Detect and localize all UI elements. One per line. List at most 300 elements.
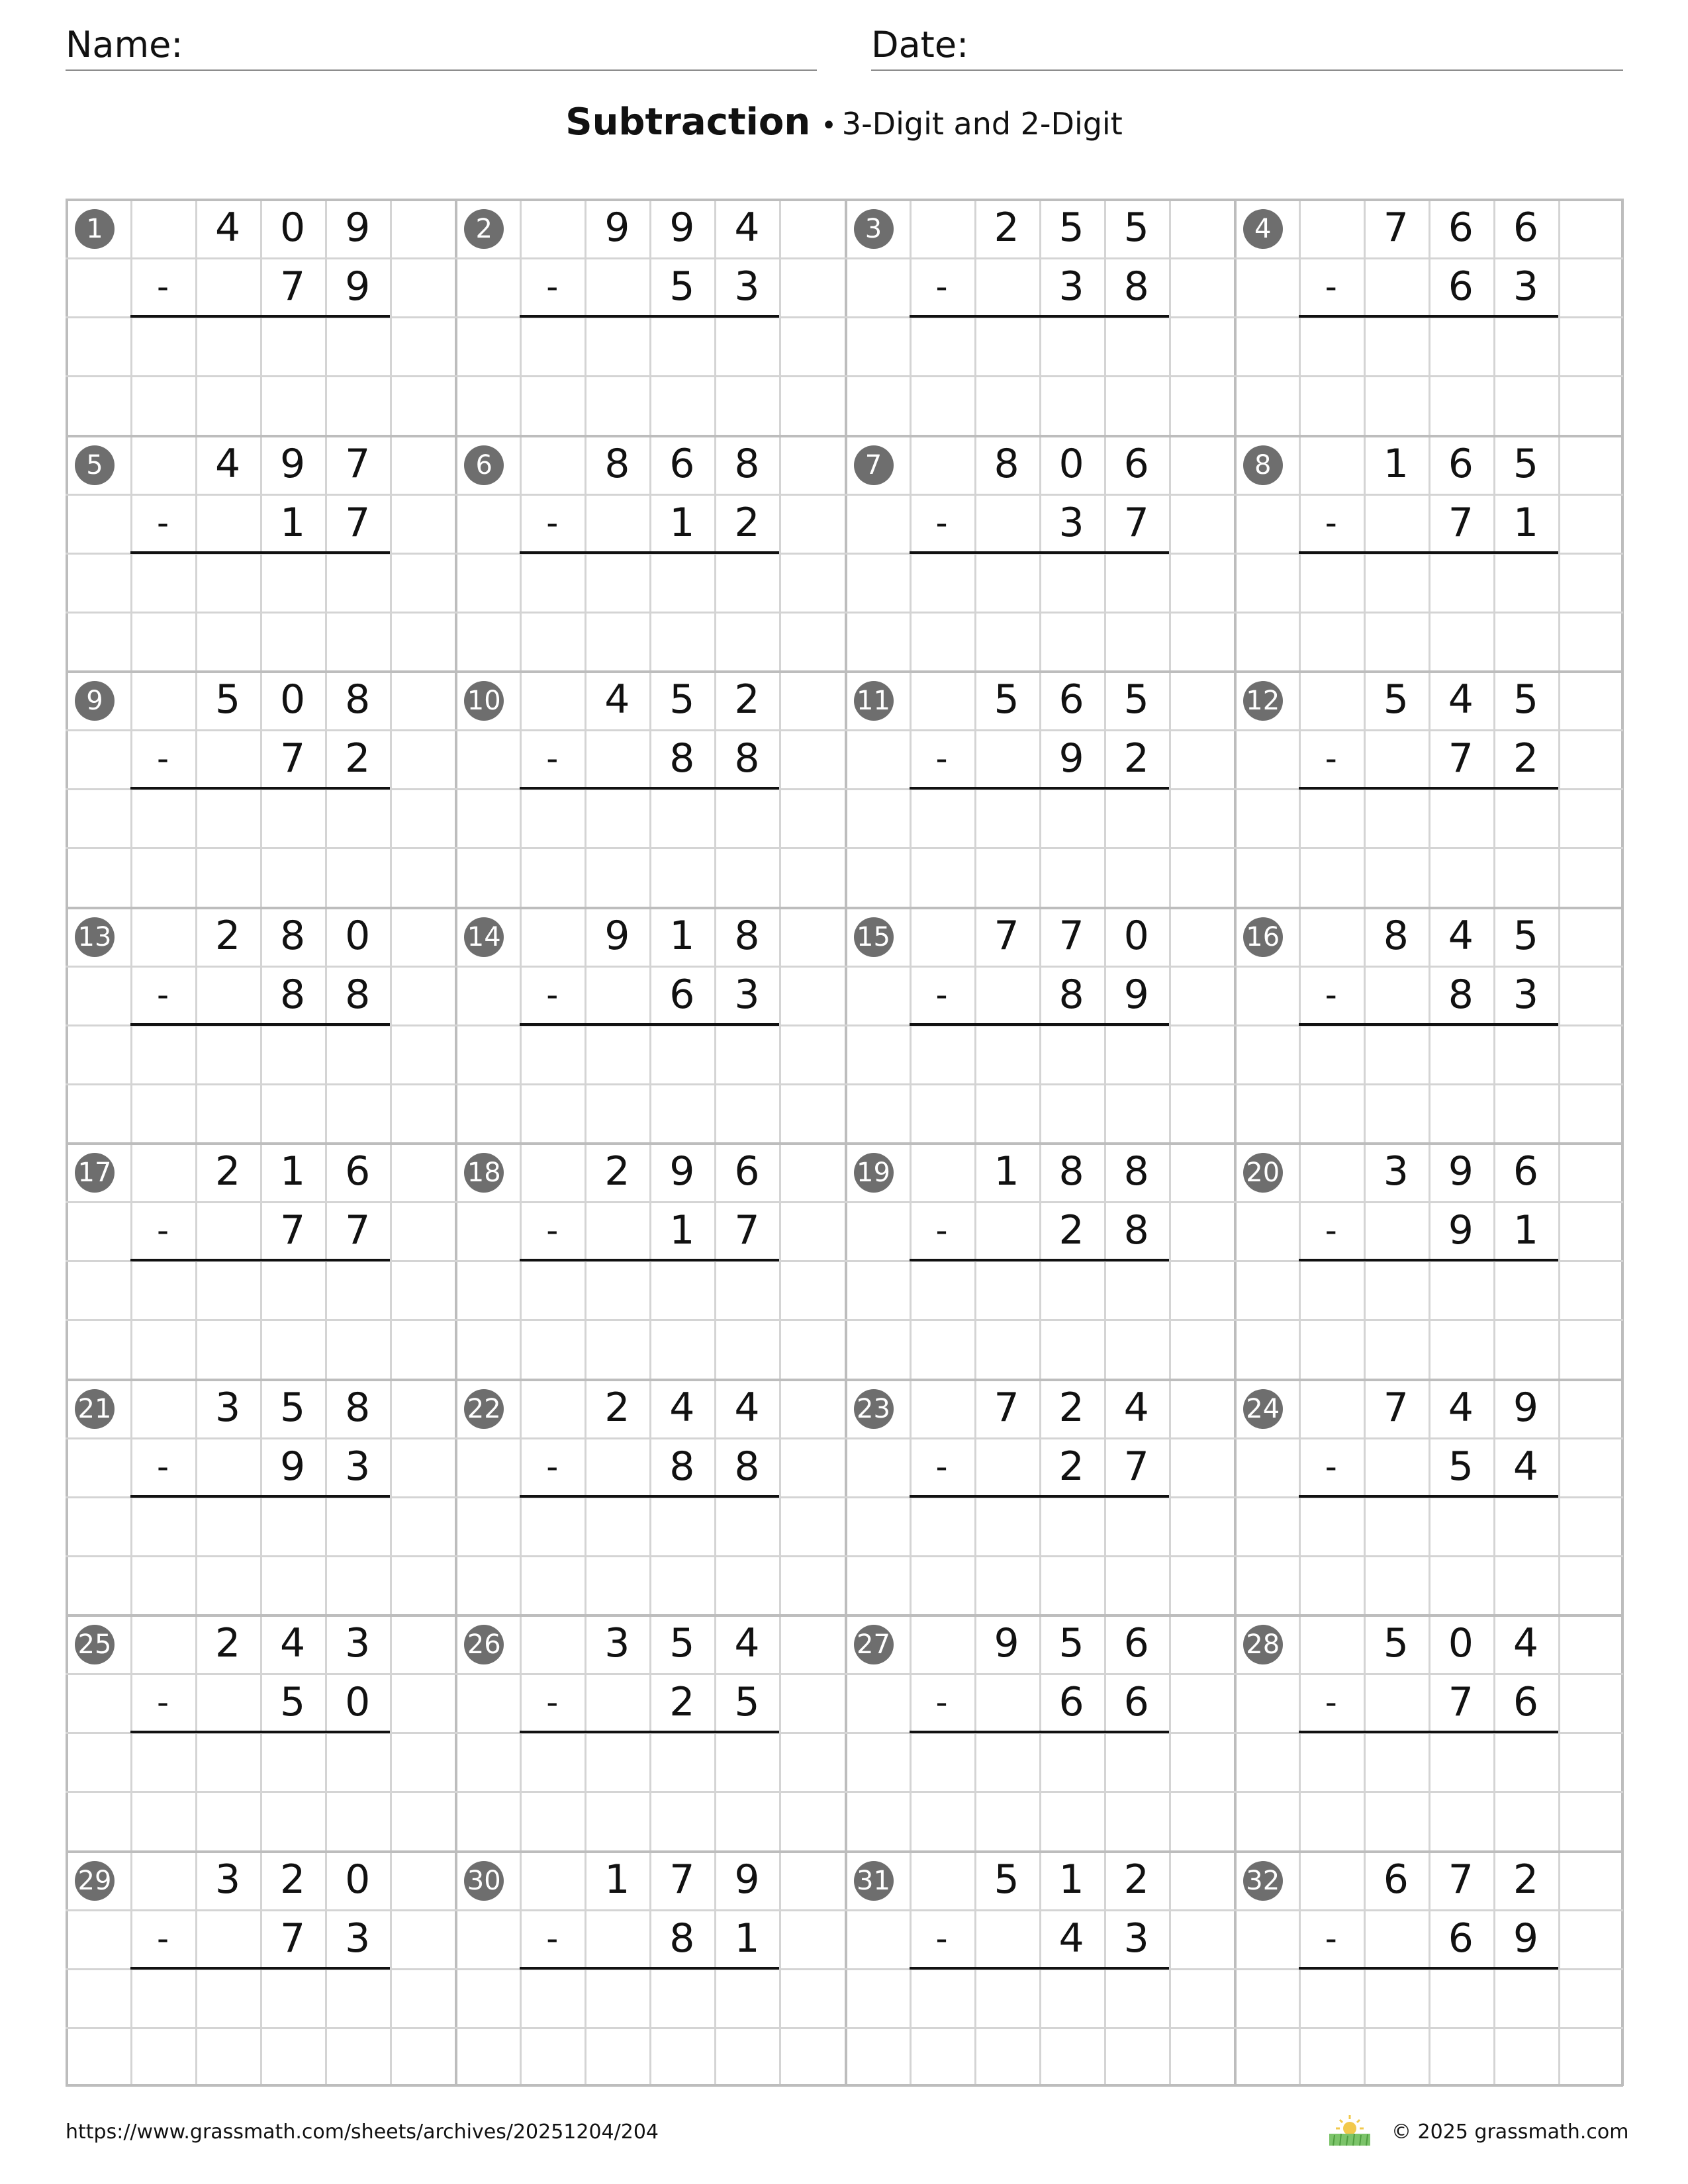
answer-line (520, 551, 779, 554)
problem-number-badge: 2 (464, 209, 504, 249)
answer-line (910, 1259, 1169, 1261)
minus-sign: - (1325, 1683, 1337, 1722)
minuend-digit: 9 (669, 205, 695, 251)
subtrahend-digit: 3 (1058, 263, 1084, 310)
minuend-digit: 4 (734, 1384, 760, 1431)
subtrahend-digit: 7 (1123, 499, 1149, 546)
minuend-digit: 6 (1448, 440, 1474, 487)
minuend-digit: 9 (994, 1620, 1019, 1666)
problem-30 (455, 1850, 844, 2086)
problem-number-badge: 11 (854, 681, 894, 721)
minuend-digit: 1 (1058, 1856, 1084, 1903)
minus-sign: - (935, 975, 948, 1014)
minus-sign: - (546, 975, 559, 1014)
subtrahend-digit: 3 (734, 263, 760, 310)
minuend-digit: 1 (604, 1856, 630, 1903)
subtrahend-digit: 3 (1058, 499, 1084, 546)
answer-line (910, 787, 1169, 790)
problem-15 (845, 907, 1234, 1142)
subtrahend-digit: 7 (1448, 1679, 1474, 1726)
subtrahend-digit: 1 (280, 499, 306, 546)
problem-31 (845, 1850, 1234, 2086)
minus-sign: - (1325, 1447, 1337, 1486)
problem-7 (845, 435, 1234, 670)
minuend-digit: 0 (345, 912, 371, 959)
problem-number-badge: 8 (1243, 445, 1283, 485)
minuend-digit: 3 (214, 1384, 241, 1431)
subtrahend-digit: 1 (1513, 1207, 1538, 1254)
problem-17 (66, 1142, 455, 1378)
problem-8 (1234, 435, 1623, 670)
subtrahend-digit: 9 (1448, 1207, 1474, 1254)
minuend-digit: 3 (604, 1620, 630, 1666)
minuend-digit: 6 (1513, 1148, 1538, 1195)
problem-21 (66, 1379, 455, 1614)
minuend-digit: 5 (994, 1856, 1019, 1903)
minus-sign: - (1325, 503, 1337, 542)
problem-number-badge: 13 (75, 917, 115, 957)
minuend-digit: 5 (1058, 205, 1084, 251)
problem-4 (1234, 199, 1623, 434)
answer-line (910, 551, 1169, 554)
subtrahend-digit: 6 (1513, 1679, 1538, 1726)
minus-sign: - (546, 739, 559, 778)
problem-24 (1234, 1379, 1623, 1614)
answer-line (520, 1259, 779, 1261)
subtrahend-digit: 7 (1448, 735, 1474, 782)
minuend-digit: 5 (1123, 205, 1149, 251)
minuend-digit: 8 (734, 912, 760, 959)
subtrahend-digit: 2 (345, 735, 371, 782)
minuend-digit: 6 (669, 440, 695, 487)
subtrahend-digit: 2 (1123, 735, 1149, 782)
subtrahend-digit: 7 (1123, 1443, 1149, 1490)
minuend-digit: 5 (1383, 676, 1409, 723)
problem-number-badge: 3 (854, 209, 894, 249)
minuend-digit: 1 (669, 912, 695, 959)
name-label: Name: (66, 24, 183, 66)
minuend-digit: 7 (1058, 912, 1084, 959)
minuend-digit: 2 (1123, 1856, 1149, 1903)
subtrahend-digit: 6 (1448, 263, 1474, 310)
problem-number-badge: 32 (1243, 1861, 1283, 1901)
minuend-digit: 2 (604, 1148, 630, 1195)
subtrahend-digit: 2 (1058, 1443, 1084, 1490)
problem-number-badge: 22 (464, 1389, 504, 1429)
subtrahend-digit: 7 (280, 1915, 306, 1962)
minuend-digit: 3 (1383, 1148, 1409, 1195)
minuend-digit: 5 (669, 676, 695, 723)
problem-number-badge: 26 (464, 1625, 504, 1664)
minuend-digit: 5 (994, 676, 1019, 723)
subtrahend-digit: 1 (669, 499, 695, 546)
minus-sign: - (935, 267, 948, 306)
subtrahend-digit: 8 (669, 735, 695, 782)
subtrahend-digit: 3 (345, 1443, 371, 1490)
subtrahend-digit: 6 (669, 971, 695, 1018)
subtrahend-digit: 2 (734, 499, 760, 546)
subtrahend-digit: 8 (669, 1915, 695, 1962)
problem-number-badge: 9 (75, 681, 115, 721)
subtrahend-digit: 0 (345, 1679, 371, 1726)
minuend-digit: 3 (214, 1856, 241, 1903)
minuend-digit: 2 (280, 1856, 306, 1903)
problem-number-badge: 28 (1243, 1625, 1283, 1664)
minus-sign: - (1325, 1211, 1337, 1250)
minuend-digit: 0 (1123, 912, 1149, 959)
problem-29 (66, 1850, 455, 2086)
subtrahend-digit: 9 (1123, 971, 1149, 1018)
minus-sign: - (157, 1447, 169, 1486)
problem-12 (1234, 670, 1623, 906)
problem-number-badge: 29 (75, 1861, 115, 1901)
answer-line (1299, 1023, 1558, 1026)
minuend-digit: 4 (734, 1620, 760, 1666)
problem-27 (845, 1614, 1234, 1850)
problem-25 (66, 1614, 455, 1850)
problem-9 (66, 670, 455, 906)
name-field[interactable] (66, 20, 817, 71)
minuend-digit: 2 (1513, 1856, 1538, 1903)
minuend-digit: 7 (994, 912, 1019, 959)
problem-6 (455, 435, 844, 670)
subtrahend-digit: 1 (1513, 499, 1538, 546)
subtrahend-digit: 8 (1058, 971, 1084, 1018)
minus-sign: - (157, 1211, 169, 1250)
minuend-digit: 2 (214, 1148, 241, 1195)
minuend-digit: 8 (280, 912, 306, 959)
minuend-digit: 4 (1448, 912, 1474, 959)
minuend-digit: 9 (345, 205, 371, 251)
subtrahend-digit: 8 (1123, 263, 1149, 310)
minuend-digit: 0 (280, 205, 306, 251)
minus-sign: - (1325, 1919, 1337, 1958)
minus-sign: - (935, 739, 948, 778)
date-field[interactable] (871, 20, 1623, 71)
problem-number-badge: 27 (854, 1625, 894, 1664)
minuend-digit: 6 (1123, 440, 1149, 487)
minuend-digit: 8 (734, 440, 760, 487)
minuend-digit: 5 (1383, 1620, 1409, 1666)
minus-sign: - (935, 1447, 948, 1486)
answer-line (520, 787, 779, 790)
subtrahend-digit: 1 (734, 1915, 760, 1962)
problem-number-badge: 17 (75, 1153, 115, 1193)
subtrahend-digit: 8 (669, 1443, 695, 1490)
subtrahend-digit: 8 (280, 971, 306, 1018)
minuend-digit: 3 (345, 1620, 371, 1666)
minuend-digit: 0 (1058, 440, 1084, 487)
minuend-digit: 6 (1448, 205, 1474, 251)
problem-number-badge: 6 (464, 445, 504, 485)
answer-line (910, 1731, 1169, 1733)
problem-2 (455, 199, 844, 434)
minuend-digit: 8 (1123, 1148, 1149, 1195)
subtrahend-digit: 8 (1448, 971, 1474, 1018)
answer-line (1299, 787, 1558, 790)
subtrahend-digit: 3 (1123, 1915, 1149, 1962)
problem-number-badge: 14 (464, 917, 504, 957)
problem-26 (455, 1614, 844, 1850)
minuend-digit: 5 (1123, 676, 1149, 723)
answer-line (130, 1023, 390, 1026)
minus-sign: - (546, 1683, 559, 1722)
answer-line (520, 1023, 779, 1026)
answer-line (130, 1731, 390, 1733)
answer-line (1299, 1731, 1558, 1733)
minus-sign: - (157, 975, 169, 1014)
minuend-digit: 1 (1383, 440, 1409, 487)
minuend-digit: 5 (214, 676, 241, 723)
minuend-digit: 2 (994, 205, 1019, 251)
title-subtitle: 3-Digit and 2-Digit (841, 106, 1123, 142)
minuend-digit: 8 (1383, 912, 1409, 959)
minuend-digit: 6 (1383, 1856, 1409, 1903)
minuend-digit: 4 (1513, 1620, 1538, 1666)
problem-20 (1234, 1142, 1623, 1378)
answer-line (130, 1259, 390, 1261)
minuend-digit: 5 (1058, 1620, 1084, 1666)
problem-number-badge: 31 (854, 1861, 894, 1901)
problem-number-badge: 19 (854, 1153, 894, 1193)
problem-14 (455, 907, 844, 1142)
minuend-digit: 6 (1513, 205, 1538, 251)
footer-url: https://www.grassmath.com/sheets/archives/20251204/204 (66, 2120, 659, 2144)
minus-sign: - (546, 503, 559, 542)
problem-number-badge: 15 (854, 917, 894, 957)
subtrahend-digit: 7 (734, 1207, 760, 1254)
minuend-digit: 4 (214, 205, 241, 251)
minuend-digit: 7 (1383, 1384, 1409, 1431)
problem-number-badge: 10 (464, 681, 504, 721)
subtrahend-digit: 6 (1123, 1679, 1149, 1726)
subtrahend-digit: 5 (669, 263, 695, 310)
problem-1 (66, 199, 455, 434)
minus-sign: - (157, 1683, 169, 1722)
minuend-digit: 8 (1058, 1148, 1084, 1195)
subtrahend-digit: 7 (280, 1207, 306, 1254)
problem-number-badge: 4 (1243, 209, 1283, 249)
minuend-digit: 9 (734, 1856, 760, 1903)
answer-line (910, 1495, 1169, 1498)
answer-line (1299, 1967, 1558, 1970)
subtrahend-digit: 2 (1513, 735, 1538, 782)
minuend-digit: 5 (1513, 912, 1538, 959)
footer-copyright: © 2025 grassmath.com (1391, 2120, 1629, 2144)
minuend-digit: 4 (280, 1620, 306, 1666)
subtrahend-digit: 9 (280, 1443, 306, 1490)
minuend-digit: 2 (214, 1620, 241, 1666)
minus-sign: - (157, 1919, 169, 1958)
minuend-digit: 7 (345, 440, 371, 487)
problem-18 (455, 1142, 844, 1378)
problem-grid (66, 199, 1623, 2086)
answer-line (910, 1023, 1169, 1026)
minus-sign: - (157, 267, 169, 306)
answer-line (520, 315, 779, 318)
answer-line (520, 1967, 779, 1970)
subtrahend-digit: 7 (280, 735, 306, 782)
minuend-digit: 7 (994, 1384, 1019, 1431)
subtrahend-digit: 8 (734, 735, 760, 782)
subtrahend-digit: 6 (1448, 1915, 1474, 1962)
problem-number-badge: 7 (854, 445, 894, 485)
subtrahend-digit: 5 (1448, 1443, 1474, 1490)
minuend-digit: 5 (280, 1384, 306, 1431)
problem-number-badge: 25 (75, 1625, 115, 1664)
worksheet-title (0, 101, 1688, 144)
problem-19 (845, 1142, 1234, 1378)
minus-sign: - (546, 1447, 559, 1486)
subtrahend-digit: 3 (345, 1915, 371, 1962)
minus-sign: - (546, 1211, 559, 1250)
title-bullet: • (821, 111, 837, 141)
subtrahend-digit: 4 (1513, 1443, 1538, 1490)
subtrahend-digit: 3 (734, 971, 760, 1018)
minuend-digit: 6 (1058, 676, 1084, 723)
minuend-digit: 1 (994, 1148, 1019, 1195)
minuend-digit: 9 (604, 912, 630, 959)
problem-13 (66, 907, 455, 1142)
subtrahend-digit: 8 (1123, 1207, 1149, 1254)
problem-23 (845, 1379, 1234, 1614)
minuend-digit: 8 (994, 440, 1019, 487)
problem-11 (845, 670, 1234, 906)
minuend-digit: 4 (669, 1384, 695, 1431)
minus-sign: - (1325, 739, 1337, 778)
minus-sign: - (1325, 975, 1337, 1014)
minus-sign: - (546, 1919, 559, 1958)
minuend-digit: 9 (604, 205, 630, 251)
minuend-digit: 6 (1123, 1620, 1149, 1666)
minuend-digit: 5 (1513, 676, 1538, 723)
minuend-digit: 4 (604, 676, 630, 723)
minuend-digit: 9 (1448, 1148, 1474, 1195)
minus-sign: - (935, 1211, 948, 1250)
problem-number-badge: 30 (464, 1861, 504, 1901)
minus-sign: - (935, 503, 948, 542)
minus-sign: - (1325, 267, 1337, 306)
answer-line (520, 1731, 779, 1733)
minuend-digit: 6 (345, 1148, 371, 1195)
answer-line (130, 551, 390, 554)
problem-10 (455, 670, 844, 906)
subtrahend-digit: 7 (345, 1207, 371, 1254)
subtrahend-digit: 9 (345, 263, 371, 310)
subtrahend-digit: 7 (345, 499, 371, 546)
subtrahend-digit: 8 (345, 971, 371, 1018)
problem-3 (845, 199, 1234, 434)
subtrahend-digit: 9 (1058, 735, 1084, 782)
minuend-digit: 5 (669, 1620, 695, 1666)
minus-sign: - (546, 267, 559, 306)
subtrahend-digit: 5 (280, 1679, 306, 1726)
date-label: Date: (871, 24, 969, 66)
minuend-digit: 7 (1448, 1856, 1474, 1903)
minuend-digit: 1 (280, 1148, 306, 1195)
answer-line (130, 1495, 390, 1498)
subtrahend-digit: 3 (1513, 263, 1538, 310)
minuend-digit: 2 (734, 676, 760, 723)
minuend-digit: 4 (214, 440, 241, 487)
answer-line (1299, 315, 1558, 318)
problem-number-badge: 20 (1243, 1153, 1283, 1193)
answer-line (520, 1495, 779, 1498)
subtrahend-digit: 8 (734, 1443, 760, 1490)
problem-number-badge: 23 (854, 1389, 894, 1429)
subtrahend-digit: 2 (1058, 1207, 1084, 1254)
subtrahend-digit: 2 (669, 1679, 695, 1726)
grass-sun-logo-icon (1327, 2114, 1373, 2147)
subtrahend-digit: 1 (669, 1207, 695, 1254)
problem-number-badge: 16 (1243, 917, 1283, 957)
title-main: Subtraction (565, 101, 811, 144)
minus-sign: - (157, 503, 169, 542)
subtrahend-digit: 6 (1058, 1679, 1084, 1726)
minuend-digit: 5 (1513, 440, 1538, 487)
minuend-digit: 8 (345, 1384, 371, 1431)
minuend-digit: 9 (1513, 1384, 1538, 1431)
answer-line (910, 315, 1169, 318)
minuend-digit: 2 (604, 1384, 630, 1431)
answer-line (130, 1967, 390, 1970)
subtrahend-digit: 3 (1513, 971, 1538, 1018)
minuend-digit: 7 (669, 1856, 695, 1903)
problem-number-badge: 12 (1243, 681, 1283, 721)
minuend-digit: 4 (1448, 676, 1474, 723)
minuend-digit: 4 (1448, 1384, 1474, 1431)
minus-sign: - (935, 1919, 948, 1958)
answer-line (130, 787, 390, 790)
minuend-digit: 4 (734, 205, 760, 251)
problem-5 (66, 435, 455, 670)
problem-number-badge: 21 (75, 1389, 115, 1429)
answer-line (1299, 1259, 1558, 1261)
minuend-digit: 4 (1123, 1384, 1149, 1431)
minuend-digit: 7 (1383, 205, 1409, 251)
problem-number-badge: 18 (464, 1153, 504, 1193)
minuend-digit: 9 (280, 440, 306, 487)
problem-number-badge: 5 (75, 445, 115, 485)
minuend-digit: 6 (734, 1148, 760, 1195)
subtrahend-digit: 9 (1513, 1915, 1538, 1962)
answer-line (130, 315, 390, 318)
problem-number-badge: 24 (1243, 1389, 1283, 1429)
minuend-digit: 0 (1448, 1620, 1474, 1666)
problem-22 (455, 1379, 844, 1614)
problem-32 (1234, 1850, 1623, 2086)
problem-number-badge: 1 (75, 209, 115, 249)
minuend-digit: 2 (214, 912, 241, 959)
minuend-digit: 0 (280, 676, 306, 723)
subtrahend-digit: 7 (1448, 499, 1474, 546)
subtrahend-digit: 5 (734, 1679, 760, 1726)
minuend-digit: 8 (345, 676, 371, 723)
answer-line (1299, 1495, 1558, 1498)
problem-16 (1234, 907, 1623, 1142)
minus-sign: - (935, 1683, 948, 1722)
subtrahend-digit: 7 (280, 263, 306, 310)
problem-28 (1234, 1614, 1623, 1850)
minuend-digit: 2 (1058, 1384, 1084, 1431)
minuend-digit: 8 (604, 440, 630, 487)
subtrahend-digit: 4 (1058, 1915, 1084, 1962)
minus-sign: - (157, 739, 169, 778)
answer-line (910, 1967, 1169, 1970)
minuend-digit: 9 (669, 1148, 695, 1195)
answer-line (1299, 551, 1558, 554)
minuend-digit: 0 (345, 1856, 371, 1903)
